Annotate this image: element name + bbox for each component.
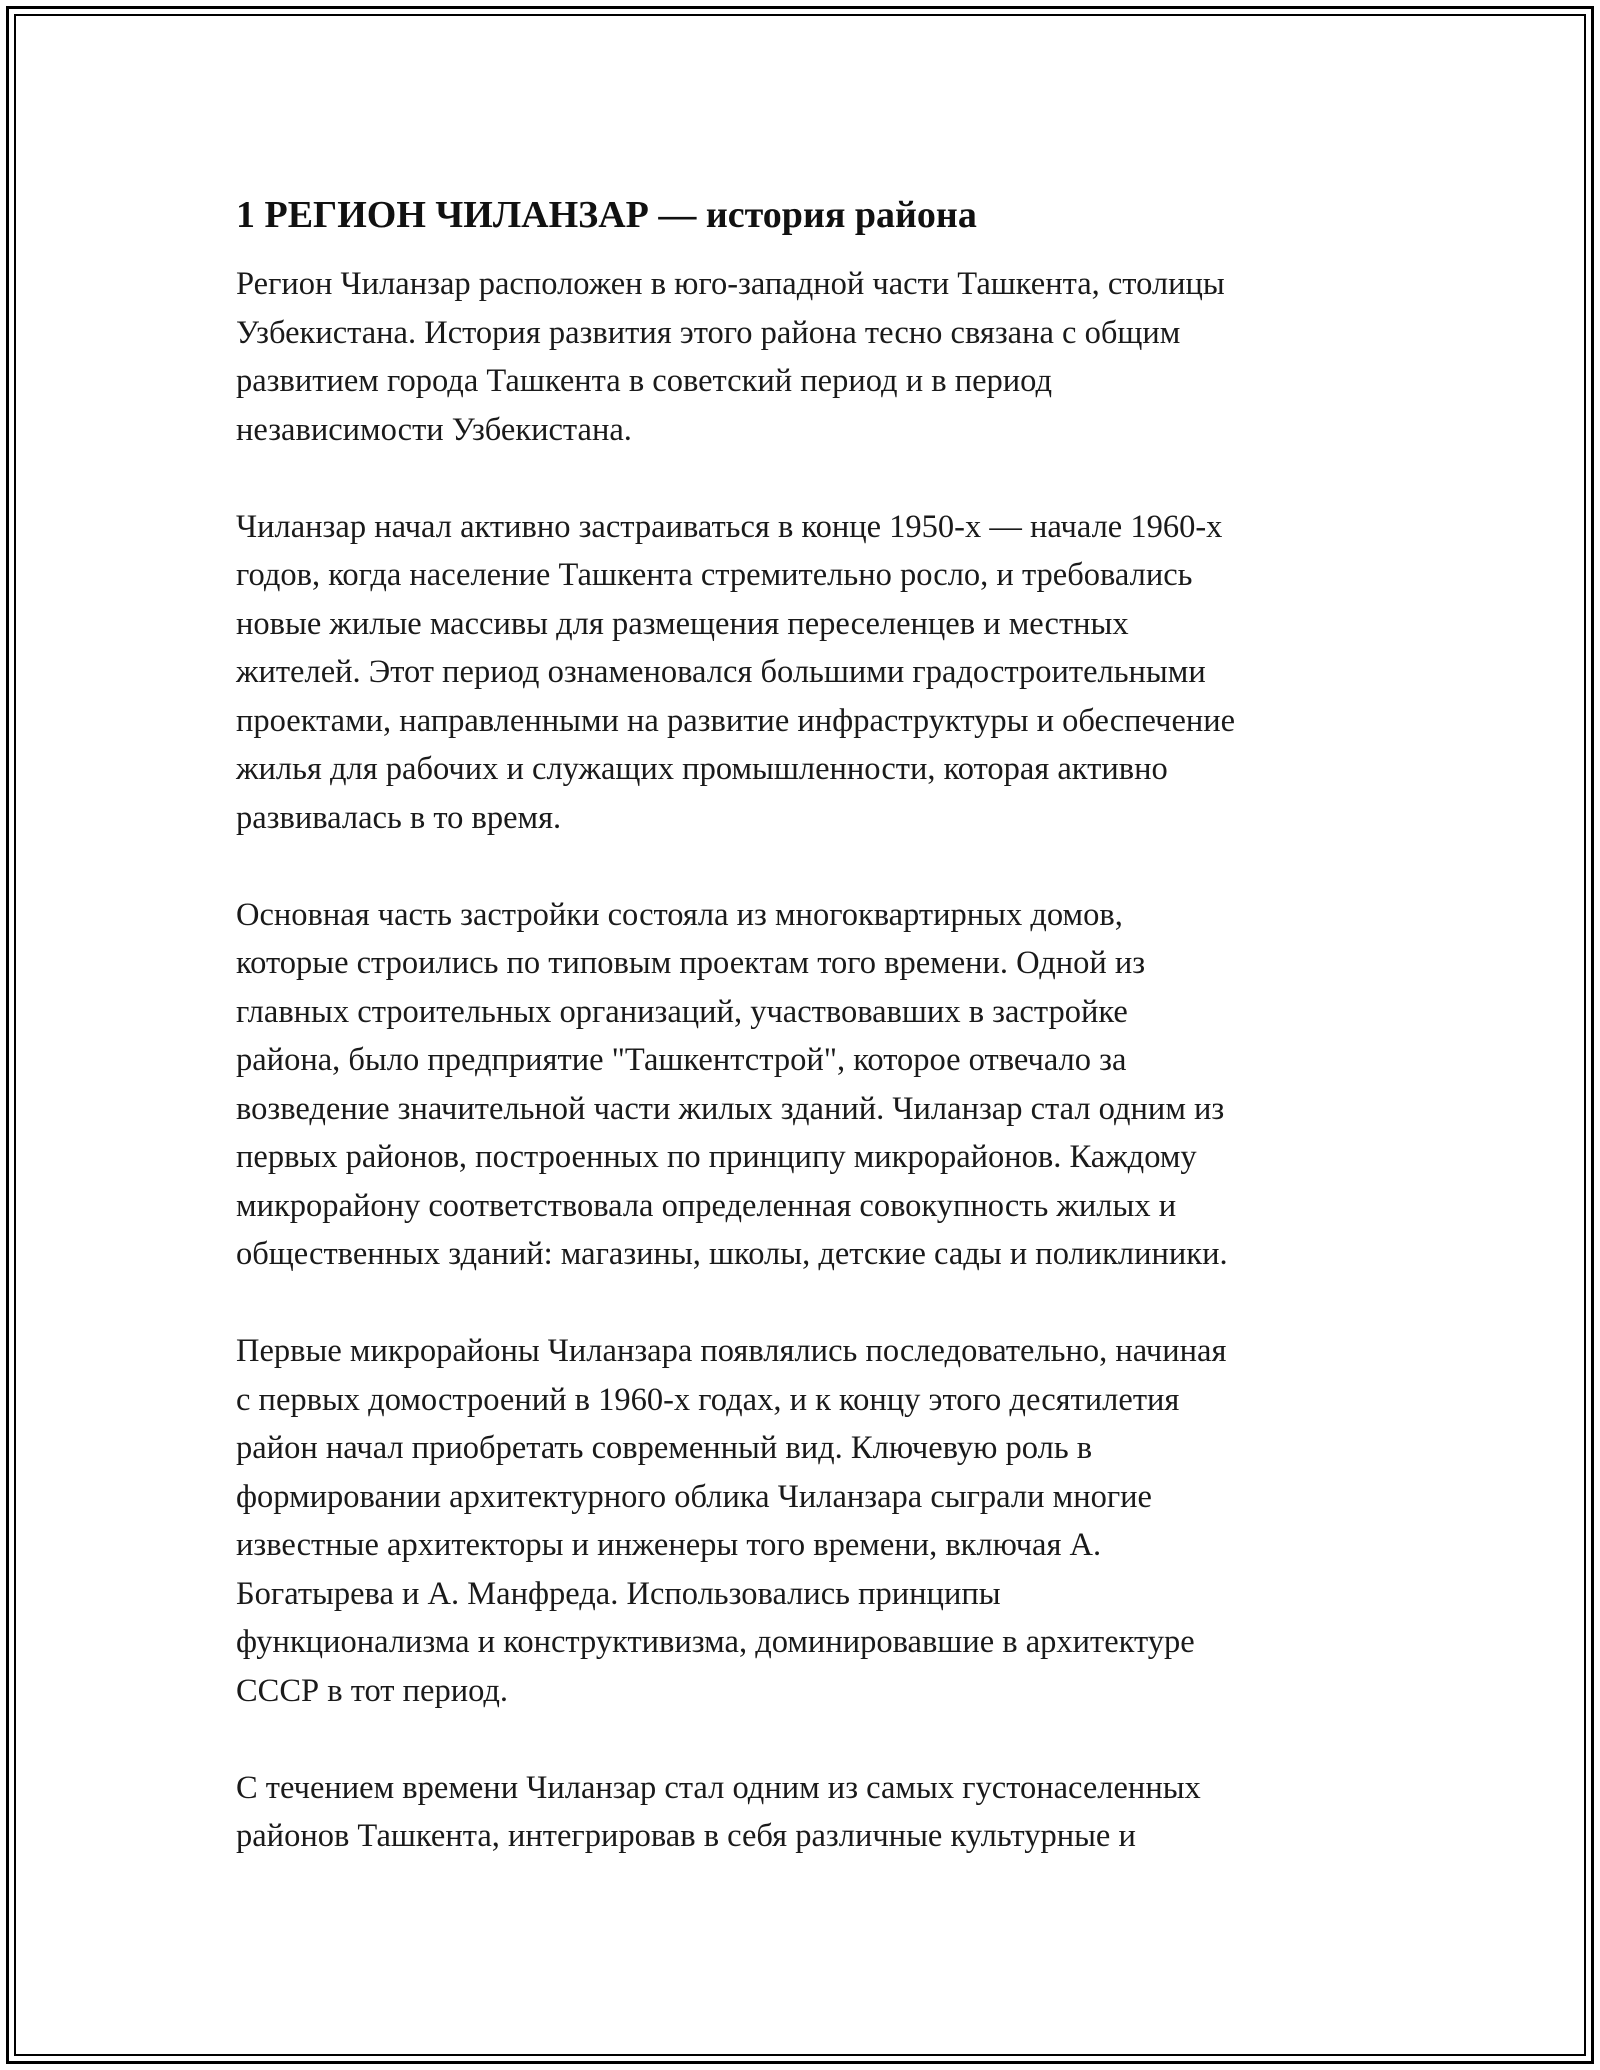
text-line: Чиланзар начал активно застраиваться в конце 1950-х — начале 1960-х bbox=[236, 508, 1223, 545]
paragraph-2 bbox=[236, 503, 1386, 843]
text-line: проектами, направленными на развитие инфраструктуры и обеспечение bbox=[236, 702, 1236, 739]
text-line: развивалась в то время. bbox=[236, 799, 562, 836]
paragraph-5 bbox=[236, 1764, 1386, 1861]
section-heading: 1 РЕГИОН ЧИЛАНЗАР — история района bbox=[236, 194, 977, 236]
text-line: общественных зданий: магазины, школы, детские сады и поликлиники. bbox=[236, 1236, 1228, 1272]
text-line: микрорайону соответствовала определенная совокупность жилых и bbox=[236, 1187, 1177, 1224]
text-line: годов, когда население Ташкента стремительно росло, и требовались bbox=[236, 557, 1193, 593]
text-line: Первые микрорайоны Чиланзара появлялись последовательно, начиная bbox=[236, 1333, 1227, 1369]
text-line: Узбекистана. История развития этого района тесно связана с общим bbox=[236, 314, 1181, 351]
text-line: Регион Чиланзар расположен в юго-западной части Ташкента, столицы bbox=[236, 266, 1225, 302]
document-page bbox=[236, 188, 1386, 1909]
paragraph-3 bbox=[236, 891, 1386, 1279]
text-line: которые строились по типовым проектам того времени. Одной из bbox=[236, 945, 1146, 981]
text-line: района, было предприятие "Ташкентстрой", которое отвечало за bbox=[236, 1042, 1127, 1078]
text-line: С течением времени Чиланзар стал одним из самых густонаселенных bbox=[236, 1769, 1201, 1806]
text-line: новые жилые массивы для размещения переселенцев и местных bbox=[236, 605, 1129, 642]
text-line: с первых домостроений в 1960-х годах, и к концу этого десятилетия bbox=[236, 1381, 1180, 1418]
text-line: первых районов, построенных по принципу микрорайонов. Каждому bbox=[236, 1139, 1197, 1175]
paragraph-4 bbox=[236, 1327, 1386, 1715]
text-line: СССР в тот период. bbox=[236, 1672, 509, 1709]
text-line: формировании архитектурного облика Чиланзара сыграли многие bbox=[236, 1478, 1152, 1515]
text-line: Богатырева и А. Манфреда. Использовались принципы bbox=[236, 1575, 1001, 1612]
text-line: районов Ташкента, интегрировав в себя различные культурные и bbox=[236, 1818, 1136, 1854]
text-line: жителей. Этот период ознаменовался большими градостроительными bbox=[236, 654, 1206, 690]
text-line: известные архитекторы и инженеры того времени, включая А. bbox=[236, 1527, 1102, 1563]
text-line: возведение значительной части жилых зданий. Чиланзар стал одним из bbox=[236, 1090, 1225, 1127]
text-line: главных строительных организаций, участвовавших в застройке bbox=[236, 993, 1128, 1030]
text-line: развитием города Ташкента в советский период и в период bbox=[236, 363, 1053, 399]
paragraph-1 bbox=[236, 260, 1386, 454]
text-line: жилья для рабочих и служащих промышленности, которая активно bbox=[236, 751, 1168, 787]
text-line: Основная часть застройки состояла из многоквартирных домов, bbox=[236, 896, 1123, 933]
text-line: функционализма и конструктивизма, доминировавшие в архитектуре bbox=[236, 1624, 1195, 1660]
text-line: район начал приобретать современный вид. Ключевую роль в bbox=[236, 1430, 1093, 1466]
text-line: независимости Узбекистана. bbox=[236, 411, 632, 448]
